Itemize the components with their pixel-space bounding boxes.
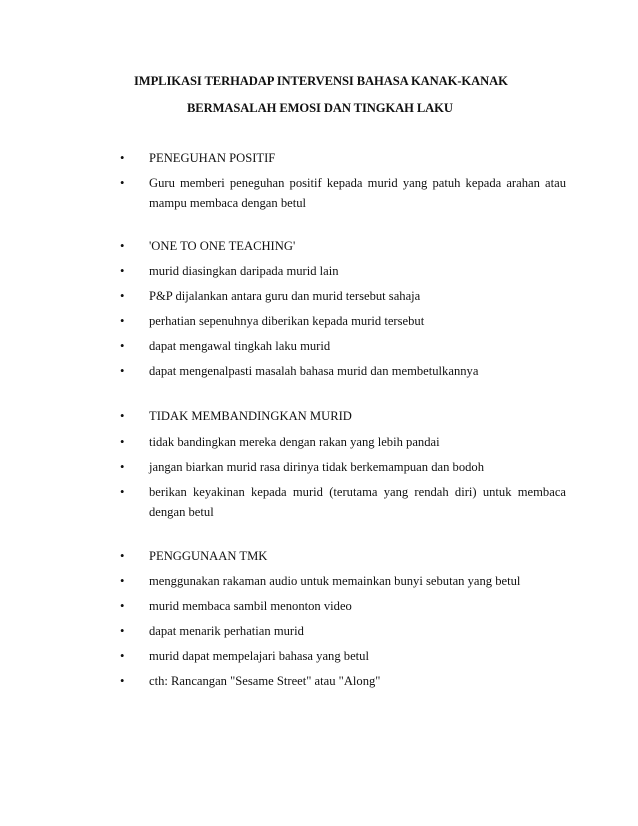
list-item-text: dapat menarik perhatian murid	[149, 624, 304, 638]
list-item	[120, 646, 566, 666]
section-heading	[120, 148, 566, 168]
list-item-text: cth: Rancangan "Sesame Street" atau "Along"	[149, 674, 381, 688]
list-item-text: murid dapat mempelajari bahasa yang betul	[149, 649, 369, 663]
section-heading-text: PENEGUHAN POSITIF	[149, 151, 276, 165]
list-item	[120, 482, 566, 522]
list-item	[120, 671, 566, 691]
list-item	[120, 361, 566, 381]
section-heading-text: 'ONE TO ONE TEACHING'	[149, 239, 296, 253]
section-heading-text: PENGGUNAAN TMK	[149, 549, 268, 563]
list-item-text: Guru memberi peneguhan positif kepada murid yang patuh kepada arahan atau mampu membaca dengan betul	[149, 176, 566, 210]
list-item-text: jangan biarkan murid rasa dirinya tidak berkemampuan dan bodoh	[149, 460, 485, 474]
list-item-text: dapat mengawal tingkah laku murid	[149, 339, 331, 353]
list-item	[120, 621, 566, 641]
list-item-text: menggunakan rakaman audio untuk memainkan bunyi sebutan yang betul	[149, 574, 521, 588]
bullet-icon: •	[120, 674, 125, 688]
list-item-text: tidak bandingkan mereka dengan rakan yang lebih pandai	[149, 435, 440, 449]
bullet-icon: •	[120, 649, 125, 663]
list-item	[120, 457, 566, 477]
list-item-text: perhatian sepenuhnya diberikan kepada murid tersebut	[149, 314, 425, 328]
list-item	[120, 432, 566, 452]
section-heading-text: TIDAK MEMBANDINGKAN MURID	[149, 409, 352, 423]
document-title-line-2: BERMASALAH EMOSI DAN TINGKAH LAKU	[187, 101, 453, 115]
list-item-text: murid membaca sambil menonton video	[149, 599, 352, 613]
list-item-text: dapat mengenalpasti masalah bahasa murid dan membetulkannya	[149, 364, 479, 378]
bullet-icon: •	[120, 339, 125, 353]
bullet-icon: •	[120, 599, 125, 613]
list-item	[120, 596, 566, 616]
bullet-icon: •	[120, 314, 125, 328]
document-title-line-1: IMPLIKASI TERHADAP INTERVENSI BAHASA KANAK-KANAK	[134, 74, 508, 88]
list-item	[120, 286, 566, 306]
bullet-icon: •	[120, 176, 125, 190]
bullet-icon: •	[120, 549, 125, 563]
list-item-text: P&P dijalankan antara guru dan murid tersebut sahaja	[149, 289, 421, 303]
list-item	[120, 261, 566, 281]
bullet-icon: •	[120, 409, 125, 423]
list-item	[120, 336, 566, 356]
bullet-icon: •	[120, 624, 125, 638]
list-item	[120, 571, 566, 591]
bullet-icon: •	[120, 151, 125, 165]
bullet-icon: •	[120, 289, 125, 303]
section-heading	[120, 546, 566, 566]
list-item-text: berikan keyakinan kepada murid (terutama yang rendah diri) untuk membaca dengan betul	[149, 485, 566, 519]
bullet-icon: •	[120, 574, 125, 588]
list-item-text: murid diasingkan daripada murid lain	[149, 264, 339, 278]
bullet-icon: •	[120, 435, 125, 449]
bullet-icon: •	[120, 364, 125, 378]
bullet-icon: •	[120, 460, 125, 474]
bullet-icon: •	[120, 264, 125, 278]
bullet-icon: •	[120, 485, 125, 499]
list-item	[120, 173, 566, 213]
section-heading	[120, 406, 566, 426]
list-item	[120, 311, 566, 331]
section-heading	[120, 236, 566, 256]
bullet-icon: •	[120, 239, 125, 253]
